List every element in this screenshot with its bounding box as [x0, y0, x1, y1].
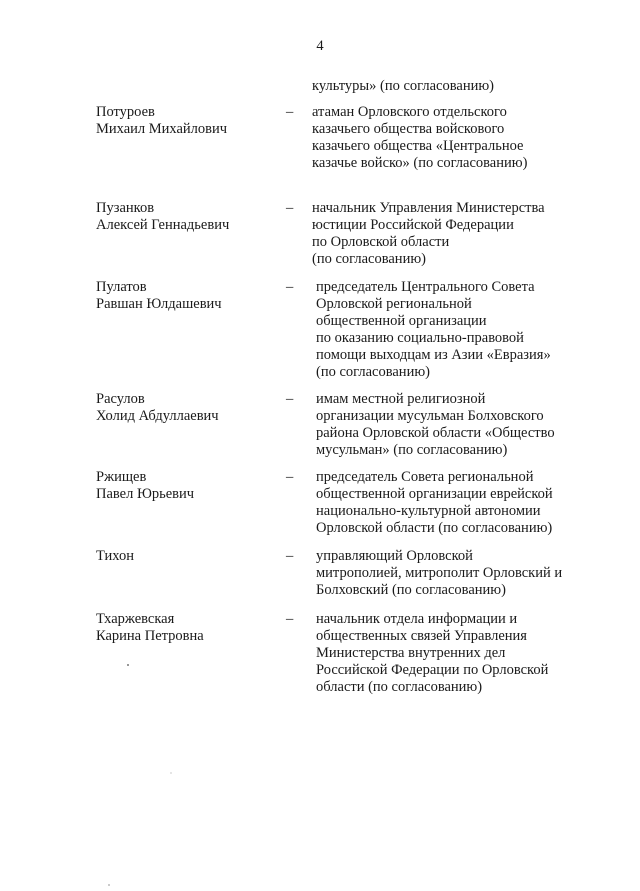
member-role [312, 104, 584, 172]
role-line: казачьего общества «Центральное [312, 138, 524, 154]
role-line: председатель Совета региональной [316, 469, 534, 485]
member-name [96, 611, 276, 645]
member-given-names: Алексей Геннадьевич [96, 217, 230, 233]
member-role [316, 391, 588, 459]
role-line: атаман Орловского отдельского [312, 104, 507, 120]
member-role [316, 279, 588, 381]
role-line: митрополией, митрополит Орловский и [316, 565, 563, 581]
member-given-names: Михаил Михайлович [96, 121, 228, 137]
role-line: Российской Федерации по Орловской [316, 662, 549, 678]
member-name [96, 391, 276, 425]
separator-dash: – [286, 104, 294, 120]
member-given-names: Карина Петровна [96, 628, 204, 644]
continuation-line: культуры» (по согласованию) [312, 78, 495, 94]
role-line: национально-культурной автономии [316, 503, 541, 519]
member-surname: Расулов [96, 391, 145, 407]
separator-dash: – [286, 279, 294, 295]
member-name [96, 104, 276, 138]
role-line: казачьего общества войскового [312, 121, 505, 137]
separator-dash: – [286, 611, 294, 627]
separator-dash: – [286, 200, 294, 216]
member-role [312, 200, 584, 268]
role-line: организации мусульман Болховского [316, 408, 544, 424]
role-line: начальник отдела информации и [316, 611, 518, 627]
role-line: района Орловской области «Общество [316, 425, 555, 441]
role-line: общественных связей Управления [316, 628, 527, 644]
member-given-names: Равшан Юлдашевич [96, 296, 222, 312]
separator-dash: – [286, 548, 294, 564]
role-line: общественной организации еврейской [316, 486, 553, 502]
scan-speck [127, 664, 129, 666]
role-line: Болховский (по согласованию) [316, 582, 506, 598]
role-line: по Орловской области [312, 234, 450, 250]
scan-speck [108, 884, 110, 886]
member-surname: Потуроев [96, 104, 155, 120]
member-role [316, 611, 588, 696]
member-surname: Тхаржевская [96, 611, 175, 627]
member-given-names: Холид Абдуллаевич [96, 408, 219, 424]
role-line: общественной организации [316, 313, 487, 329]
member-surname: Пулатов [96, 279, 147, 295]
role-line: мусульман» (по согласованию) [316, 442, 508, 458]
role-line: председатель Центрального Совета [316, 279, 535, 295]
separator-dash: – [286, 391, 294, 407]
role-line: Министерства внутренних дел [316, 645, 506, 661]
role-line: казачье войско» (по согласованию) [312, 155, 528, 171]
member-name [96, 200, 276, 234]
member-name [96, 279, 276, 313]
role-line: Орловской региональной [316, 296, 472, 312]
role-line: имам местной религиозной [316, 391, 486, 407]
scan-speck [170, 772, 172, 774]
member-name [96, 548, 276, 565]
role-line: начальник Управления Министерства [312, 200, 545, 216]
member-role [316, 469, 588, 537]
role-line: юстиции Российской Федерации [312, 217, 514, 233]
role-line: управляющий Орловской [316, 548, 473, 564]
role-line: области (по согласованию) [316, 679, 483, 695]
page-number: 4 [316, 38, 324, 54]
role-line: (по согласованию) [316, 364, 430, 380]
role-line: по оказанию социально-правовой [316, 330, 524, 346]
member-surname: Ржищев [96, 469, 147, 485]
role-line: Орловской области (по согласованию) [316, 520, 553, 536]
role-line: (по согласованию) [312, 251, 426, 267]
separator-dash: – [286, 469, 294, 485]
role-line: помощи выходцам из Азии «Евразия» [316, 347, 551, 363]
member-surname: Пузанков [96, 200, 155, 216]
member-surname: Тихон [96, 548, 134, 564]
member-given-names: Павел Юрьевич [96, 486, 195, 502]
member-name [96, 469, 276, 503]
member-role [316, 548, 588, 599]
